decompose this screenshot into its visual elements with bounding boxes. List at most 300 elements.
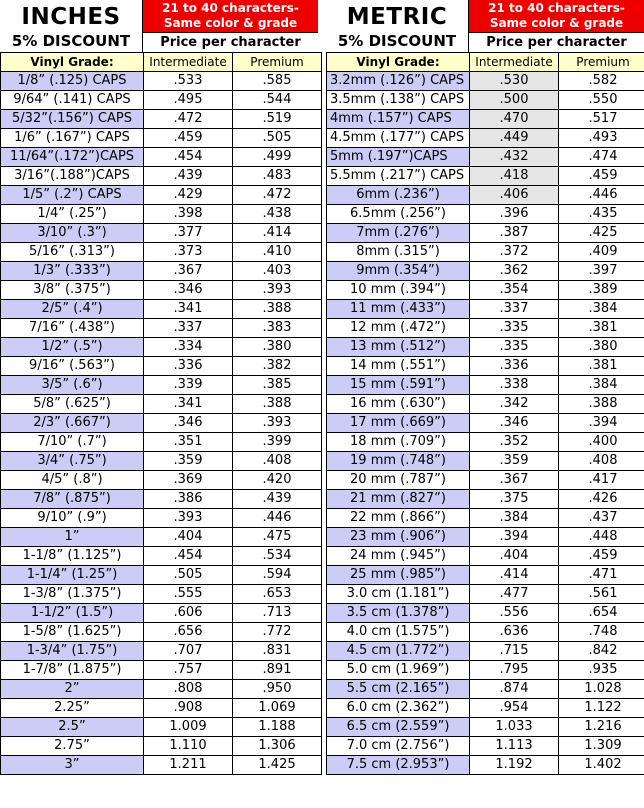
- size-cell: 3/4” (.75”): [1, 452, 144, 471]
- premium-price-cell: .499: [233, 148, 322, 167]
- intermediate-price-cell: .335: [470, 319, 559, 338]
- metric-header: [326, 0, 644, 52]
- premium-price-cell: .397: [559, 262, 644, 281]
- premium-price-cell: .388: [233, 300, 322, 319]
- premium-price-cell: 1.069: [233, 699, 322, 718]
- size-cell: 1/3” (.333”): [1, 262, 144, 281]
- intermediate-price-cell: .555: [144, 585, 233, 604]
- table-row: [1, 547, 322, 566]
- table-row: [327, 433, 644, 452]
- premium-price-cell: .471: [559, 566, 644, 585]
- premium-price-cell: .383: [233, 319, 322, 338]
- premium-price-cell: 1.306: [233, 737, 322, 756]
- premium-price-cell: .400: [559, 433, 644, 452]
- size-cell: 4.5 cm (1.772”): [327, 642, 470, 661]
- size-cell: 7/8” (.875”): [1, 490, 144, 509]
- table-row: [327, 471, 644, 490]
- inches-price-table: [0, 52, 322, 775]
- premium-price-cell: .393: [233, 281, 322, 300]
- intermediate-price-cell: .505: [144, 566, 233, 585]
- premium-price-cell: 1.028: [559, 680, 644, 699]
- table-row: [1, 661, 322, 680]
- premium-price-cell: .382: [233, 357, 322, 376]
- premium-price-cell: .474: [559, 148, 644, 167]
- premium-price-cell: .381: [559, 357, 644, 376]
- premium-price-cell: .384: [559, 300, 644, 319]
- size-cell: 2.5”: [1, 718, 144, 737]
- intermediate-price-cell: .606: [144, 604, 233, 623]
- table-row: [327, 338, 644, 357]
- table-row: [1, 471, 322, 490]
- table-row: [327, 604, 644, 623]
- intermediate-price-cell: .375: [470, 490, 559, 509]
- intermediate-price-cell: .472: [144, 110, 233, 129]
- size-cell: 2/3” (.667”): [1, 414, 144, 433]
- intermediate-price-cell: .351: [144, 433, 233, 452]
- intermediate-price-cell: 1.192: [470, 756, 559, 775]
- size-cell: 25 mm (.985”): [327, 566, 470, 585]
- size-cell: 14 mm (.551”): [327, 357, 470, 376]
- size-cell: 1-7/8” (1.875”): [1, 661, 144, 680]
- premium-price-cell: 1.402: [559, 756, 644, 775]
- table-row: [327, 661, 644, 680]
- premium-price-cell: .408: [233, 452, 322, 471]
- size-cell: 24 mm (.945”): [327, 547, 470, 566]
- premium-price-cell: 1.309: [559, 737, 644, 756]
- table-row: [327, 91, 644, 110]
- table-row: [1, 281, 322, 300]
- table-row: [327, 547, 644, 566]
- inches-vinyl-grade-label: Vinyl Grade:: [1, 53, 144, 72]
- table-row: [327, 205, 644, 224]
- table-row: [1, 737, 322, 756]
- size-cell: 16 mm (.630”): [327, 395, 470, 414]
- intermediate-price-cell: .707: [144, 642, 233, 661]
- metric-col-intermediate: Intermediate: [470, 53, 559, 72]
- table-row: [327, 376, 644, 395]
- size-cell: 15 mm (.591”): [327, 376, 470, 395]
- premium-price-cell: .459: [559, 167, 644, 186]
- intermediate-price-cell: .954: [470, 699, 559, 718]
- size-cell: 5.5mm (.217”) CAPS: [327, 167, 470, 186]
- table-row: [327, 281, 644, 300]
- intermediate-price-cell: .656: [144, 623, 233, 642]
- intermediate-price-cell: .908: [144, 699, 233, 718]
- table-row: [1, 167, 322, 186]
- premium-price-cell: .561: [559, 585, 644, 604]
- table-row: [1, 205, 322, 224]
- intermediate-price-cell: .533: [144, 72, 233, 91]
- intermediate-price-cell: .373: [144, 243, 233, 262]
- size-cell: 7/10” (.7”): [1, 433, 144, 452]
- metric-banner-line1: 21 to 40 characters-: [488, 1, 625, 15]
- table-row: [327, 737, 644, 756]
- premium-price-cell: .414: [233, 224, 322, 243]
- intermediate-price-cell: .396: [470, 205, 559, 224]
- size-cell: 3/10” (.3”): [1, 224, 144, 243]
- metric-price-per-character: Price per character: [468, 32, 644, 52]
- size-cell: 2”: [1, 680, 144, 699]
- intermediate-price-cell: .404: [144, 528, 233, 547]
- size-cell: 4/5” (.8”): [1, 471, 144, 490]
- intermediate-price-cell: .362: [470, 262, 559, 281]
- size-cell: 8mm (.315”): [327, 243, 470, 262]
- size-cell: 3”: [1, 756, 144, 775]
- table-row: [327, 509, 644, 528]
- inches-banner: [142, 0, 318, 32]
- premium-price-cell: .842: [559, 642, 644, 661]
- table-row: [327, 110, 644, 129]
- intermediate-price-cell: .439: [144, 167, 233, 186]
- table-row: [1, 604, 322, 623]
- size-cell: 9/64” (.141) CAPS: [1, 91, 144, 110]
- table-row: [1, 433, 322, 452]
- intermediate-price-cell: .500: [470, 91, 559, 110]
- premium-price-cell: .475: [233, 528, 322, 547]
- metric-panel: [326, 0, 644, 775]
- premium-price-cell: .420: [233, 471, 322, 490]
- table-row: [327, 490, 644, 509]
- premium-price-cell: .399: [233, 433, 322, 452]
- premium-price-cell: .653: [233, 585, 322, 604]
- premium-price-cell: .389: [559, 281, 644, 300]
- premium-price-cell: .950: [233, 680, 322, 699]
- table-row: [1, 756, 322, 775]
- metric-table-header-row: [327, 53, 644, 72]
- intermediate-price-cell: .341: [144, 300, 233, 319]
- table-row: [1, 718, 322, 737]
- table-row: [327, 167, 644, 186]
- premium-price-cell: .438: [233, 205, 322, 224]
- table-row: [1, 148, 322, 167]
- intermediate-price-cell: 1.033: [470, 718, 559, 737]
- size-cell: 6mm (.236”): [327, 186, 470, 205]
- size-cell: 1-5/8” (1.625”): [1, 623, 144, 642]
- inches-banner-line1: 21 to 40 characters-: [162, 1, 299, 15]
- size-cell: 9mm (.354”): [327, 262, 470, 281]
- size-cell: 17 mm (.669”): [327, 414, 470, 433]
- table-row: [1, 319, 322, 338]
- intermediate-price-cell: .414: [470, 566, 559, 585]
- size-cell: 4.0 cm (1.575”): [327, 623, 470, 642]
- premium-price-cell: 1.425: [233, 756, 322, 775]
- intermediate-price-cell: .398: [144, 205, 233, 224]
- premium-price-cell: .772: [233, 623, 322, 642]
- premium-price-cell: .519: [233, 110, 322, 129]
- premium-price-cell: .380: [233, 338, 322, 357]
- table-row: [327, 623, 644, 642]
- size-cell: 19 mm (.748”): [327, 452, 470, 471]
- table-row: [1, 490, 322, 509]
- size-cell: 7.5 cm (2.953”): [327, 756, 470, 775]
- premium-price-cell: .388: [559, 395, 644, 414]
- intermediate-price-cell: .795: [470, 661, 559, 680]
- intermediate-price-cell: .372: [470, 243, 559, 262]
- intermediate-price-cell: .432: [470, 148, 559, 167]
- inches-title-block: [0, 0, 142, 52]
- inches-header: [0, 0, 318, 52]
- table-row: [1, 699, 322, 718]
- intermediate-price-cell: .530: [470, 72, 559, 91]
- table-row: [1, 91, 322, 110]
- metric-table-body: [327, 72, 644, 775]
- size-cell: 3/8” (.375”): [1, 281, 144, 300]
- table-row: [1, 395, 322, 414]
- premium-price-cell: .534: [233, 547, 322, 566]
- premium-price-cell: .437: [559, 509, 644, 528]
- size-cell: 6.5 cm (2.559”): [327, 718, 470, 737]
- table-row: [327, 566, 644, 585]
- size-cell: 1/4” (.25”): [1, 205, 144, 224]
- table-row: [327, 72, 644, 91]
- premium-price-cell: .459: [559, 547, 644, 566]
- premium-price-cell: .585: [233, 72, 322, 91]
- premium-price-cell: .403: [233, 262, 322, 281]
- table-row: [327, 699, 644, 718]
- inches-panel: [0, 0, 318, 775]
- premium-price-cell: .831: [233, 642, 322, 661]
- intermediate-price-cell: 1.211: [144, 756, 233, 775]
- intermediate-price-cell: .556: [470, 604, 559, 623]
- premium-price-cell: .550: [559, 91, 644, 110]
- size-cell: 1-1/4” (1.25”): [1, 566, 144, 585]
- table-row: [1, 414, 322, 433]
- premium-price-cell: .393: [233, 414, 322, 433]
- premium-price-cell: .388: [233, 395, 322, 414]
- intermediate-price-cell: .386: [144, 490, 233, 509]
- inches-banner-line2: Same color & grade: [163, 16, 298, 30]
- table-row: [327, 528, 644, 547]
- intermediate-price-cell: .384: [470, 509, 559, 528]
- table-row: [327, 357, 644, 376]
- size-cell: 7/16” (.438”): [1, 319, 144, 338]
- table-row: [1, 129, 322, 148]
- size-cell: 7mm (.276”): [327, 224, 470, 243]
- premium-price-cell: .446: [233, 509, 322, 528]
- size-cell: 2.75”: [1, 737, 144, 756]
- table-row: [1, 110, 322, 129]
- premium-price-cell: .426: [559, 490, 644, 509]
- size-cell: 3/5” (.6”): [1, 376, 144, 395]
- size-cell: 21 mm (.827”): [327, 490, 470, 509]
- size-cell: 13 mm (.512”): [327, 338, 470, 357]
- intermediate-price-cell: .336: [470, 357, 559, 376]
- intermediate-price-cell: .404: [470, 547, 559, 566]
- table-row: [1, 300, 322, 319]
- size-cell: 7.0 cm (2.756”): [327, 737, 470, 756]
- premium-price-cell: .417: [559, 471, 644, 490]
- table-row: [1, 243, 322, 262]
- size-cell: 2/5” (.4”): [1, 300, 144, 319]
- premium-price-cell: .594: [233, 566, 322, 585]
- table-row: [1, 72, 322, 91]
- intermediate-price-cell: .454: [144, 547, 233, 566]
- table-row: [327, 452, 644, 471]
- premium-price-cell: .409: [559, 243, 644, 262]
- intermediate-price-cell: .346: [144, 281, 233, 300]
- table-row: [327, 243, 644, 262]
- premium-price-cell: .448: [559, 528, 644, 547]
- size-cell: 18 mm (.709”): [327, 433, 470, 452]
- table-row: [327, 262, 644, 281]
- intermediate-price-cell: .394: [470, 528, 559, 547]
- inches-table-body: [1, 72, 322, 775]
- size-cell: 2.25”: [1, 699, 144, 718]
- premium-price-cell: 1.188: [233, 718, 322, 737]
- intermediate-price-cell: .874: [470, 680, 559, 699]
- intermediate-price-cell: .346: [470, 414, 559, 433]
- intermediate-price-cell: .454: [144, 148, 233, 167]
- metric-banner-line2: Same color & grade: [489, 16, 624, 30]
- intermediate-price-cell: .393: [144, 509, 233, 528]
- intermediate-price-cell: .335: [470, 338, 559, 357]
- metric-discount: 5% DISCOUNT: [337, 32, 457, 50]
- intermediate-price-cell: .337: [470, 300, 559, 319]
- size-cell: 4mm (.157”) CAPS: [327, 110, 470, 129]
- size-cell: 9/16” (.563”): [1, 357, 144, 376]
- premium-price-cell: 1.122: [559, 699, 644, 718]
- intermediate-price-cell: .336: [144, 357, 233, 376]
- intermediate-price-cell: .339: [144, 376, 233, 395]
- intermediate-price-cell: .369: [144, 471, 233, 490]
- table-row: [1, 642, 322, 661]
- size-cell: 3.0 cm (1.181”): [327, 585, 470, 604]
- metric-title: METRIC: [346, 4, 448, 30]
- intermediate-price-cell: .346: [144, 414, 233, 433]
- premium-price-cell: .935: [559, 661, 644, 680]
- inches-price-per-character: Price per character: [142, 32, 318, 52]
- intermediate-price-cell: .715: [470, 642, 559, 661]
- metric-price-table: [326, 52, 644, 775]
- premium-price-cell: .408: [559, 452, 644, 471]
- table-row: [327, 224, 644, 243]
- intermediate-price-cell: .337: [144, 319, 233, 338]
- intermediate-price-cell: 1.113: [470, 737, 559, 756]
- table-row: [1, 509, 322, 528]
- size-cell: 1-3/8” (1.375”): [1, 585, 144, 604]
- premium-price-cell: .425: [559, 224, 644, 243]
- table-row: [1, 338, 322, 357]
- intermediate-price-cell: .352: [470, 433, 559, 452]
- premium-price-cell: 1.216: [559, 718, 644, 737]
- intermediate-price-cell: .359: [144, 452, 233, 471]
- table-row: [1, 623, 322, 642]
- table-row: [327, 414, 644, 433]
- intermediate-price-cell: .636: [470, 623, 559, 642]
- table-row: [327, 718, 644, 737]
- premium-price-cell: .483: [233, 167, 322, 186]
- table-row: [327, 300, 644, 319]
- table-row: [327, 585, 644, 604]
- size-cell: 11 mm (.433”): [327, 300, 470, 319]
- premium-price-cell: .748: [559, 623, 644, 642]
- size-cell: 6.5mm (.256”): [327, 205, 470, 224]
- table-row: [327, 186, 644, 205]
- size-cell: 5mm (.197”)CAPS: [327, 148, 470, 167]
- intermediate-price-cell: .342: [470, 395, 559, 414]
- intermediate-price-cell: 1.110: [144, 737, 233, 756]
- size-cell: 1/2” (.5”): [1, 338, 144, 357]
- size-cell: 1-1/8” (1.125”): [1, 547, 144, 566]
- size-cell: 3/16”(.188”)CAPS: [1, 167, 144, 186]
- intermediate-price-cell: .367: [470, 471, 559, 490]
- inches-col-premium: Premium: [233, 53, 322, 72]
- size-cell: 5/16” (.313”): [1, 243, 144, 262]
- size-cell: 6.0 cm (2.362”): [327, 699, 470, 718]
- size-cell: 1/5” (.2”) CAPS: [1, 186, 144, 205]
- size-cell: 20 mm (.787”): [327, 471, 470, 490]
- metric-title-block: [326, 0, 468, 52]
- size-cell: 3.2mm (.126”) CAPS: [327, 72, 470, 91]
- size-cell: 5.5 cm (2.165”): [327, 680, 470, 699]
- table-row: [327, 680, 644, 699]
- table-row: [1, 452, 322, 471]
- table-row: [1, 566, 322, 585]
- table-row: [1, 357, 322, 376]
- size-cell: 11/64”(.172”)CAPS: [1, 148, 144, 167]
- size-cell: 1-1/2” (1.5”): [1, 604, 144, 623]
- table-row: [327, 129, 644, 148]
- size-cell: 5.0 cm (1.969”): [327, 661, 470, 680]
- size-cell: 5/8” (.625”): [1, 395, 144, 414]
- intermediate-price-cell: .429: [144, 186, 233, 205]
- table-row: [327, 756, 644, 775]
- intermediate-price-cell: .459: [144, 129, 233, 148]
- inches-title: INCHES: [21, 4, 121, 30]
- premium-price-cell: .505: [233, 129, 322, 148]
- table-row: [1, 585, 322, 604]
- intermediate-price-cell: .449: [470, 129, 559, 148]
- table-row: [327, 395, 644, 414]
- intermediate-price-cell: 1.009: [144, 718, 233, 737]
- intermediate-price-cell: .495: [144, 91, 233, 110]
- premium-price-cell: .385: [233, 376, 322, 395]
- premium-price-cell: .891: [233, 661, 322, 680]
- premium-price-cell: .472: [233, 186, 322, 205]
- premium-price-cell: .517: [559, 110, 644, 129]
- size-cell: 12 mm (.472”): [327, 319, 470, 338]
- table-row: [1, 262, 322, 281]
- table-row: [1, 376, 322, 395]
- size-cell: 4.5mm (.177”) CAPS: [327, 129, 470, 148]
- size-cell: 3.5mm (.138”) CAPS: [327, 91, 470, 110]
- metric-vinyl-grade-label: Vinyl Grade:: [327, 53, 470, 72]
- table-row: [327, 319, 644, 338]
- premium-price-cell: .394: [559, 414, 644, 433]
- intermediate-price-cell: .338: [470, 376, 559, 395]
- intermediate-price-cell: .470: [470, 110, 559, 129]
- premium-price-cell: .380: [559, 338, 644, 357]
- size-cell: 9/10” (.9”): [1, 509, 144, 528]
- premium-price-cell: .654: [559, 604, 644, 623]
- intermediate-price-cell: .418: [470, 167, 559, 186]
- premium-price-cell: .410: [233, 243, 322, 262]
- premium-price-cell: .713: [233, 604, 322, 623]
- size-cell: 23 mm (.906”): [327, 528, 470, 547]
- size-cell: 1/6” (.167”) CAPS: [1, 129, 144, 148]
- premium-price-cell: .439: [233, 490, 322, 509]
- premium-price-cell: .384: [559, 376, 644, 395]
- size-cell: 5/32”(.156”) CAPS: [1, 110, 144, 129]
- size-cell: 3.5 cm (1.378”): [327, 604, 470, 623]
- table-row: [1, 680, 322, 699]
- inches-col-intermediate: Intermediate: [144, 53, 233, 72]
- size-cell: 1/8” (.125) CAPS: [1, 72, 144, 91]
- metric-banner: [468, 0, 644, 32]
- intermediate-price-cell: .406: [470, 186, 559, 205]
- intermediate-price-cell: .387: [470, 224, 559, 243]
- intermediate-price-cell: .757: [144, 661, 233, 680]
